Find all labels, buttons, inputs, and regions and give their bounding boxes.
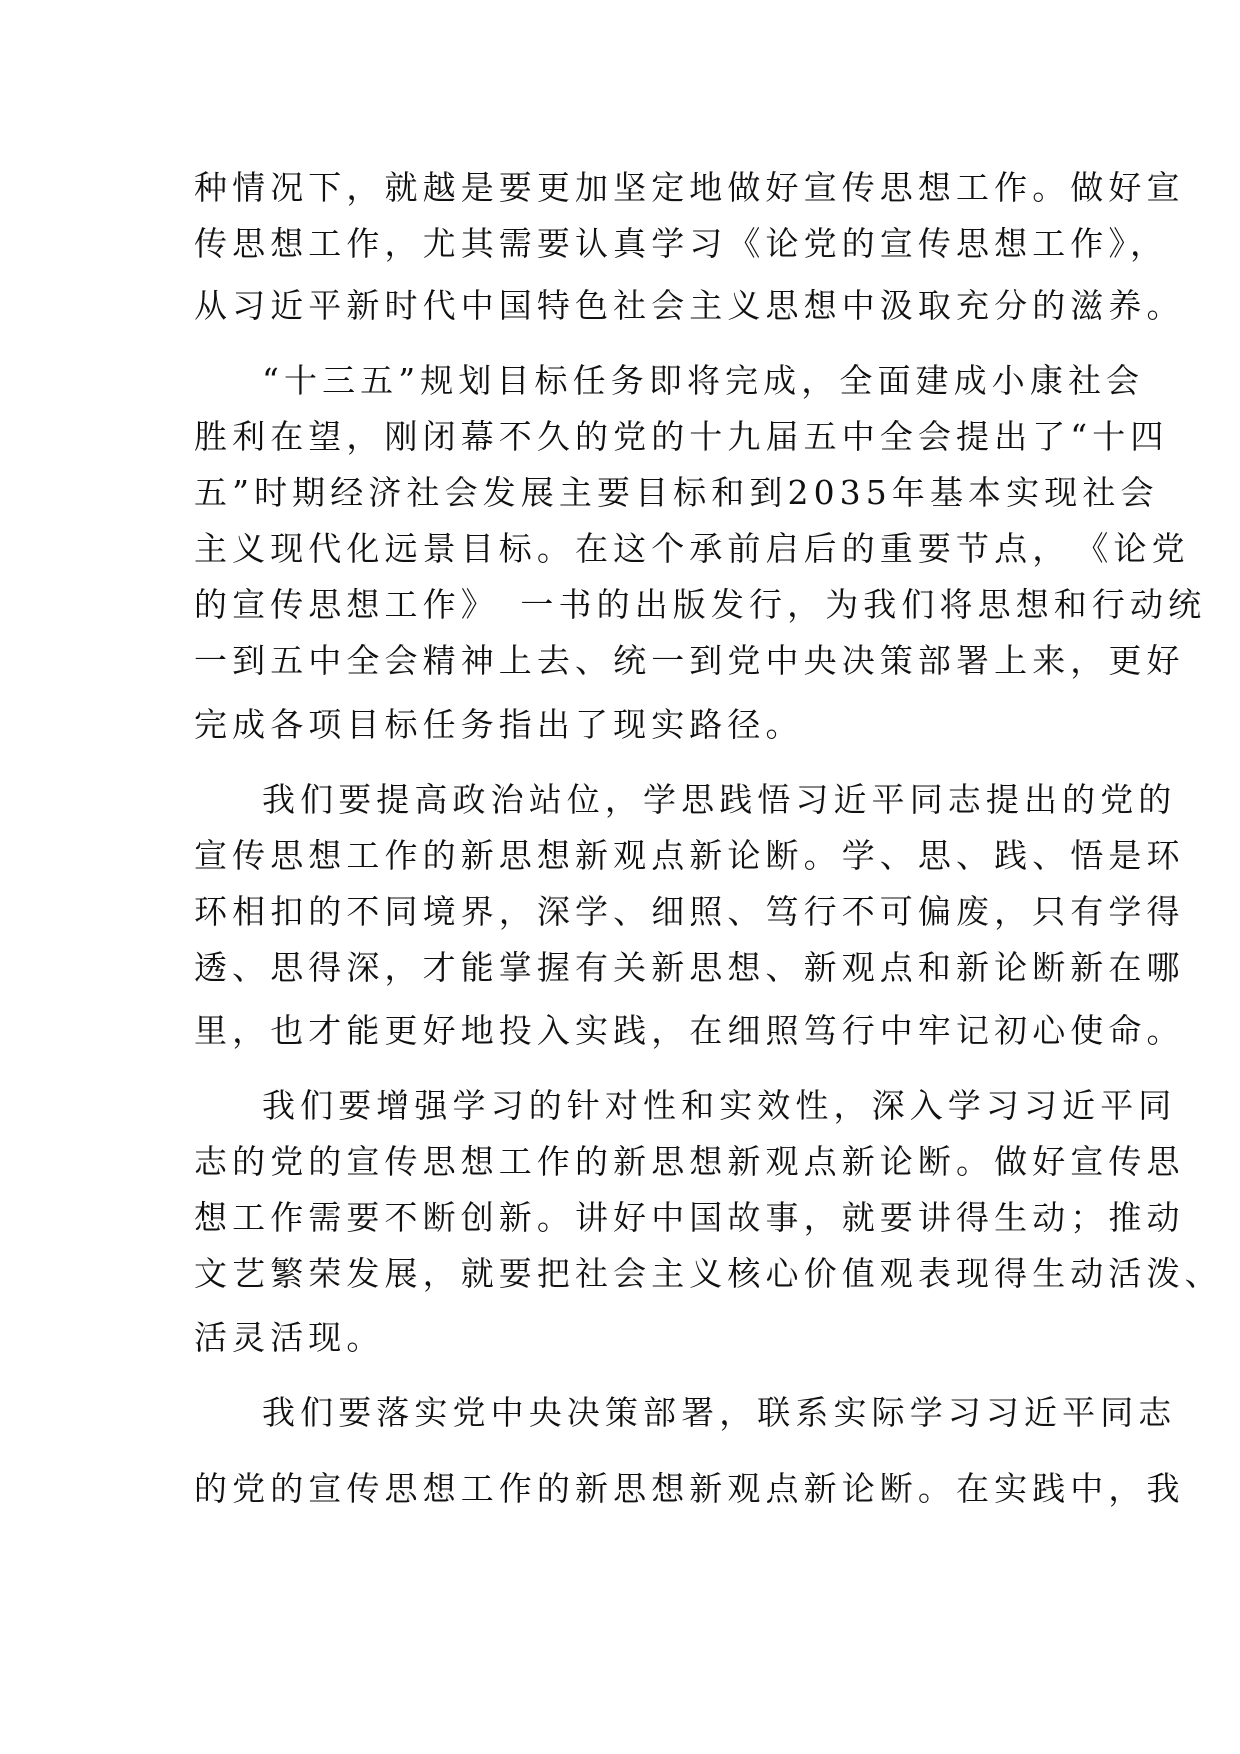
paragraph-start-line: “十三五”规划目标任务即将完成，全面建成小康社会 [262, 361, 1145, 400]
paragraph-start-line: 我们要增强学习的针对性和实效性，深入学习习近平同 [262, 1086, 1177, 1125]
text-line: 的宣传思想工作》 一书的出版发行，为我们将思想和行动统 [194, 585, 1207, 624]
text-line: 环相扣的不同境界，深学、细照、笃行不可偏废，只有学得 [194, 892, 1185, 931]
text-line: 胜利在望，刚闭幕不久的党的十九届五中全会提出了“十四 [194, 417, 1169, 456]
text-line: 想工作需要不断创新。讲好中国故事，就要讲得生动；推动 [194, 1198, 1185, 1237]
text-line: 一到五中全会精神上去、统一到党中央决策部署上来，更好 [194, 641, 1185, 680]
text-line: 五”时期经济社会发展主要目标和到2035年基本实现社会 [194, 473, 1159, 512]
text-line: 主义现代化远景目标。在这个承前启后的重要节点， 《论党 [194, 529, 1190, 568]
text-line: 志的党的宣传思想工作的新思想新观点新论断。做好宣传思 [194, 1142, 1185, 1181]
text-line: 从习近平新时代中国特色社会主义思想中汲取充分的滋养。 [194, 286, 1185, 325]
text-line: 完成各项目标任务指出了现实路径。 [194, 705, 804, 744]
paragraph-start-line: 我们要提高政治站位，学思践悟习近平同志提出的党的 [262, 780, 1177, 819]
text-line: 种情况下，就越是要更加坚定地做好宣传思想工作。做好宣 [194, 168, 1185, 207]
text-line: 文艺繁荣发展，就要把社会主义核心价值观表现得生动活泼、 [194, 1254, 1223, 1293]
text-line: 活灵活现。 [194, 1318, 385, 1357]
text-line: 宣传思想工作的新思想新观点新论断。学、思、践、悟是环 [194, 836, 1185, 875]
text-line: 里，也才能更好地投入实践，在细照笃行中牢记初心使命。 [194, 1011, 1185, 1050]
text-line: 传思想工作，尤其需要认真学习《论党的宣传思想工作》， [194, 224, 1169, 263]
text-line: 的党的宣传思想工作的新思想新观点新论断。在实践中，我 [194, 1469, 1185, 1508]
paragraph-start-line: 我们要落实党中央决策部署，联系实际学习习近平同志 [262, 1393, 1177, 1432]
text-line: 透、思得深，才能掌握有关新思想、新观点和新论断新在哪 [194, 948, 1185, 987]
